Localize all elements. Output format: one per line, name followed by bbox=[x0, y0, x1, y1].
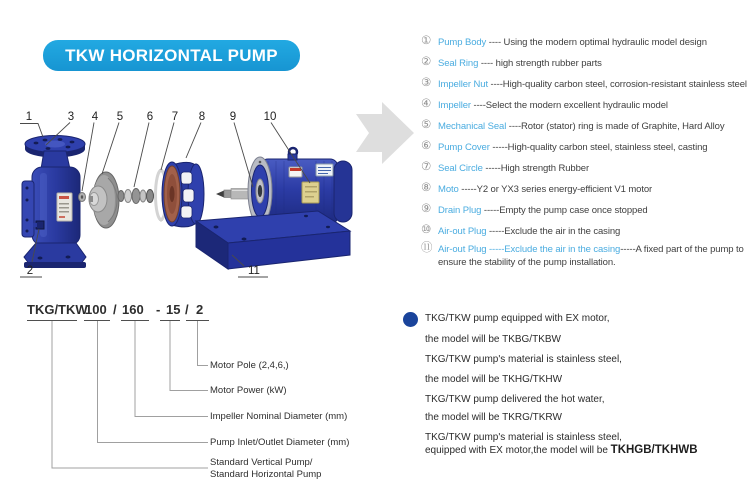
label-inlet-outlet: Pump Inlet/Outlet Diameter (mm) bbox=[210, 437, 350, 448]
callout-8: 8 bbox=[198, 111, 206, 123]
part-desc: ----High-quality carbon steel, corrosion-resistant stainless steel bbox=[488, 79, 747, 90]
part-number-badge: ⑪ bbox=[421, 242, 433, 254]
model-separator: - bbox=[156, 302, 161, 317]
callout-3: 3 bbox=[67, 111, 75, 123]
label-standard-horiz: Standard Horizontal Pump bbox=[210, 468, 322, 480]
callout-9: 9 bbox=[229, 111, 237, 123]
label-impeller-diam: Impeller Nominal Diameter (mm) bbox=[210, 411, 348, 422]
page-title: TKW HORIZONTAL PUMP bbox=[65, 45, 278, 65]
part-name: Seal Circle bbox=[438, 163, 483, 174]
part-desc: -----Empty the pump case once stopped bbox=[481, 205, 648, 216]
parts-list-item bbox=[421, 183, 756, 196]
model-segment-impeller: 160 bbox=[122, 302, 144, 317]
parts-list-item bbox=[421, 243, 756, 269]
parts-list-item bbox=[421, 204, 756, 217]
part-number-badge: ① bbox=[421, 35, 432, 47]
part-number-badge: ③ bbox=[421, 77, 432, 89]
callout-11: 11 bbox=[248, 265, 260, 277]
part-name: Mechanical Seal bbox=[438, 121, 507, 132]
label-motor-power: Motor Power (kW) bbox=[210, 385, 287, 396]
block-arrow-icon bbox=[352, 100, 416, 166]
part-name: Air-out Plug -----Exclude the air in the casing bbox=[438, 244, 621, 255]
impeller bbox=[89, 172, 119, 228]
callout-1: 1 bbox=[25, 111, 33, 123]
part-desc: -----Exclude the air in the casing bbox=[486, 226, 621, 237]
ex-note-line: the model will be TKRG/TKRW bbox=[425, 412, 562, 423]
part-name: Seal Ring bbox=[438, 58, 479, 69]
ex-note-line: equipped with EX motor,the model will be TKHGB/TKHWB bbox=[425, 444, 698, 456]
label-motor-pole: Motor Pole (2,4,6,) bbox=[210, 360, 289, 371]
part-desc: ---- high strength rubber parts bbox=[478, 58, 602, 69]
part-desc: -----High-quality carbon steel, stainless steel, casting bbox=[489, 142, 708, 153]
part-number-badge: ⑨ bbox=[421, 203, 432, 215]
mechanical-seal bbox=[118, 189, 154, 204]
part-name: Air-out Plug bbox=[438, 226, 487, 237]
ex-note-line: TKG/TKW pump's material is stainless steel, bbox=[425, 354, 622, 365]
pump-exploded-diagram bbox=[10, 95, 410, 300]
part-number-badge: ⑦ bbox=[421, 161, 432, 173]
part-desc: ---- Using the modern optimal hydraulic model design bbox=[486, 37, 707, 48]
part-number-badge: ④ bbox=[421, 98, 432, 110]
part-name: Pump Body bbox=[438, 37, 487, 48]
model-segment-series: TKG/TKW bbox=[27, 302, 88, 317]
ex-note-line: the model will be TKBG/TKBW bbox=[425, 334, 561, 345]
parts-list-item bbox=[421, 162, 756, 175]
impeller-nut bbox=[79, 193, 86, 202]
parts-list-item bbox=[421, 57, 756, 70]
ex-note-line: the model will be TKHG/TKHW bbox=[425, 374, 563, 385]
model-separator: / bbox=[113, 302, 117, 317]
ex-note-line: TKG/TKW pump delivered the hot water, bbox=[425, 394, 605, 405]
pump-body bbox=[22, 136, 86, 269]
callout-2: 2 bbox=[26, 265, 34, 277]
part-number-badge: ⑧ bbox=[421, 182, 432, 194]
part-name: Impeller bbox=[438, 100, 471, 111]
part-name: Pump Cover bbox=[438, 142, 490, 153]
part-number-badge: ② bbox=[421, 56, 432, 68]
model-segment-inlet: 100 bbox=[85, 302, 107, 317]
model-code-connectors bbox=[20, 295, 220, 485]
part-name: Impeller Nut bbox=[438, 79, 489, 90]
parts-list-item bbox=[421, 99, 756, 112]
parts-list-item bbox=[421, 141, 756, 154]
part-name: Moto bbox=[438, 184, 459, 195]
callout-7: 7 bbox=[171, 111, 179, 123]
bullet-icon bbox=[403, 312, 418, 327]
label-standard-vert: Standard Vertical Pump/ bbox=[210, 456, 313, 468]
callout-4: 4 bbox=[91, 111, 99, 123]
part-name: Drain Plug bbox=[438, 205, 482, 216]
callout-10: 10 bbox=[263, 111, 277, 123]
callout-5: 5 bbox=[116, 111, 124, 123]
part-desc: -----A fixed part of the pump to bbox=[620, 244, 744, 255]
callout-6: 6 bbox=[146, 111, 154, 123]
base-plate bbox=[196, 211, 350, 269]
ex-note-line: TKG/TKW pump's material is stainless steel, bbox=[425, 432, 622, 443]
part-desc: -----High strength Rubber bbox=[482, 163, 590, 174]
title-banner bbox=[43, 40, 300, 71]
part-number-badge: ⑤ bbox=[421, 119, 432, 131]
model-separator: / bbox=[185, 302, 189, 317]
part-desc: ----Select the modern excellent hydraulic model bbox=[471, 100, 668, 111]
part-desc-line2: ensure the stability of the pump installation. bbox=[438, 257, 616, 268]
parts-list-item bbox=[421, 36, 756, 49]
model-segment-power: 15 bbox=[166, 302, 181, 317]
parts-list-item bbox=[421, 120, 756, 133]
part-number-badge: ⑥ bbox=[421, 140, 432, 152]
pump-cover bbox=[162, 162, 204, 227]
parts-list-item bbox=[421, 78, 756, 91]
part-number-badge: ⑩ bbox=[421, 224, 432, 236]
parts-list-item bbox=[421, 225, 756, 238]
part-desc: -----Y2 or YX3 series energy-efficient V1 motor bbox=[458, 184, 653, 195]
pump-shaft bbox=[216, 189, 253, 200]
part-desc: ----Rotor (stator) ring is made of Graphite, Hard Alloy bbox=[506, 121, 725, 132]
model-segment-pole: 2 bbox=[196, 302, 204, 317]
ex-note-line: TKG/TKW pump equipped with EX motor, bbox=[425, 313, 610, 324]
